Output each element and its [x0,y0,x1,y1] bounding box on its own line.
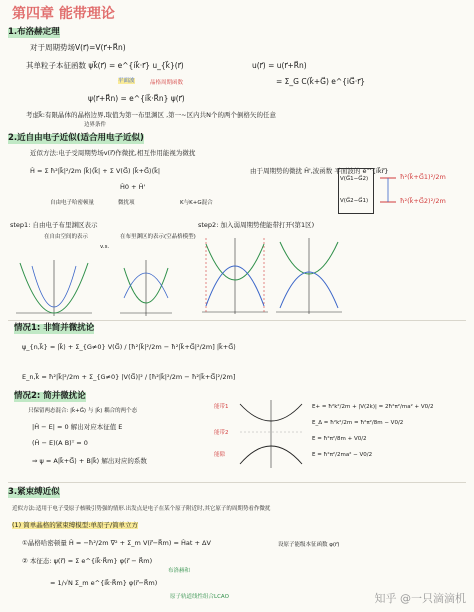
s1-right1: u(r⃗) = u(r⃗+R⃗n) [252,61,307,70]
s3-l1b: 设原子能级本征函数 φ(r⃗) [278,542,340,548]
watermark: 知乎 @一只滴滴机 [374,592,466,605]
s2-hamiltonian: Ĥ = Σ ħ²|k⃗|²/2m |k⃗⟩⟨k⃗| + Σ V(G⃗) |k⃗+G⃗⟩⟨k⃗| [30,167,161,175]
case1-psi: ψ_{n,k⃗} = |k⃗⟩ + Σ_{G≠0} V(G⃗) / [ħ²|k⃗|²/2m − ħ²|k⃗+G⃗|²/2m] |k⃗+G⃗⟩ [22,343,236,351]
s3-label-wannier: 原子轨道线性组合LCAO [170,594,229,600]
s1-line4: 考虑k⃗:有限晶体的晶格边界,取值为第一布里渊区 ,第一~区内共N个的两个倒格矢的任意 [26,111,276,119]
s2-label-pert: 微扰项 [118,200,135,206]
reduced-zone-plot [118,258,174,318]
step2-heading: step2: 加入弱周期势使能带打开(第1区) [198,221,315,229]
s3-l3: = 1/√N Σ_m e^{ik⃗·R⃗m} φ(r⃗−R⃗m) [50,579,158,587]
s3-label-bloch: 布洛赫和 [168,568,191,574]
case2-heading: 情况2: 简并微扰论 [14,391,86,401]
energy-level-diagram [378,172,398,212]
matrix-entry-1: V(G⃗1−G⃗2) [340,176,369,182]
s1-line3: ψ(r⃗+R⃗n) = e^{ik⃗·R⃗n} ψ(r⃗) [88,94,185,103]
s2-label-free: 自由电子哈密顿量 [50,200,95,206]
case2-desc: 只保留两态混合: |k⃗+G⃗⟩ 与 |k⃗⟩ 耦合的两个态 [28,408,138,414]
periodic-label: 晶格周期函数 [150,80,184,86]
s1-line1: 对于周期势场V(r⃗)=V(r⃗+R⃗n) [30,43,126,52]
divider-2 [8,482,466,483]
matrix-entry-2: V(G⃗2−G⃗1) [340,198,369,204]
divider-1 [8,320,466,321]
free-electron-parabola [14,258,94,318]
chapter-title: 第四章 能带理论 [12,6,115,22]
s3-l1: ①晶格哈密顿量 Ĥ = −ħ²/2m ∇² + Σ_m V(r⃗−R⃗m) = Ĥat + ΔV [22,539,211,547]
case2-l1: |Ĥ − E| = 0 解出对应本征值 E [32,423,123,431]
case1-heading: 情况1: 非简并微扰论 [14,323,95,333]
section-2-heading: 2.近自由电子近似(适合用电子近似) [8,133,144,143]
energy-level-1: ħ²(k⃗+G⃗1)²/2m [400,173,446,181]
s3-approx: 近似方法:适用于电子受原子核吸引势强的情形.出发点是电子在某个原子附近时,其它原子的周期势看作微扰 [12,506,271,512]
planewave-label: 平面波 [118,78,135,84]
s1-right2: = Σ_G C(k⃗+G⃗) e^{iG⃗·r⃗} [276,77,366,86]
gap-label-gap: 能隙 [214,452,226,458]
gap-label-band2: 能带2 [214,430,229,436]
s2-label-mix: K与K+G混合 [180,200,213,206]
s3-sub: (1) 简单晶格的紧束缚模型:单原子/简单立方 [12,521,139,529]
gap-label-band1: 能带1 [214,404,229,410]
s2-approx: 近似方法:电子受周期势场v(r⃗)作微扰,相互作用能视为微扰 [30,149,196,157]
gap-band-plot [236,398,306,470]
energy-level-2: ħ²(k⃗+G⃗2)²/2m [400,197,446,205]
matrix-box [338,168,374,214]
section-1-heading: 1.布洛赫定理 [8,27,60,37]
vs-label: v.s. [100,244,110,250]
s3-l2: ② 本征态: ψ(r⃗) = Σ e^{ik⃗·R⃗m} φ(r⃗ − R⃗m) [22,557,153,565]
section-3-heading: 3.紧束缚近似 [8,487,60,497]
case2-eq4: E = ħ²π²/2ma² − V0/2 [312,452,373,458]
case1-energy: E_n,k⃗ = ħ²|k⃗|²/2m + Σ_{G≠0} |V(G⃗)|² / [ħ²|k⃗|²/2m − ħ²|k⃗+G⃗|²/2m] [22,373,236,381]
s1-line4b: 边界条件 [84,122,107,128]
s1-line2: 其单粒子本征函数 ψk⃗(r⃗) = e^{ik⃗·r⃗} u_{k⃗}(r⃗) [26,61,184,70]
case2-eq2: E_Δ = ħ²k²/2m = ħ²π²/8m − V0/2 [312,420,404,426]
case2-l3: ⇒ ψ = A|k⃗+G⃗⟩ + B|k⃗⟩ 解出对应的系数 [32,457,147,465]
case2-l2: (Ĥ − E)(A B)ᵀ = 0 [32,439,88,447]
band-opening-plot-right [274,236,344,316]
case2-eq3: E = ħ²π²/8m + V0/2 [312,436,367,442]
case2-eq1: E+ = ħ²k²/2m + |V(2k)| = 2ħ²π²/ma² + V0/2 [312,404,434,410]
step1a-caption: 在自由空间的表示 [44,234,89,240]
s2-ham2: Ĥ0 + Ĥ' [120,183,146,191]
s2-note: 由于周期势的微扰 Ĥ',波函数 平面波的 e^{ik⃗r⃗} [250,167,389,175]
step1b-caption: 在布里渊区的表示(空晶格模型) [120,234,196,240]
step1-heading: step1: 自由电子布里渊区表示 [10,221,98,229]
band-opening-plot-left [200,236,270,316]
